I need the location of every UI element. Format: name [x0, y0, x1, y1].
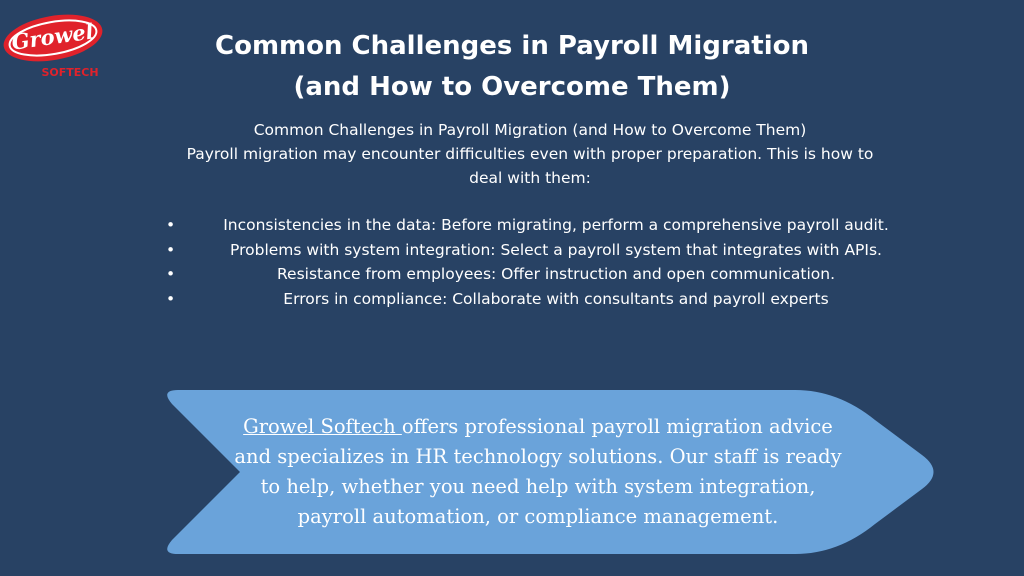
- list-item-text: Problems with system integration: Select a payroll system that integrates with APIs.: [230, 240, 882, 259]
- list-item-text: Inconsistencies in the data: Before migrating, perform a comprehensive payroll audit.: [223, 216, 889, 234]
- bullet-icon: •: [166, 265, 176, 283]
- logo-sub-text: SOFTECH: [41, 66, 99, 79]
- title-line-1: Common Challenges in Payroll Migration: [215, 31, 809, 61]
- bullet-icon: •: [166, 216, 176, 234]
- callout-body: offers professional payroll migration advice and specializes in HR technology solutions. Our staff is ready to help, whether you need help with system integration, payroll automation, or compliance management.: [234, 415, 842, 528]
- list-item-text: Resistance from employees: Offer instruction and open communication.: [276, 265, 835, 283]
- intro-line-2: Payroll migration may encounter difficulties even with proper preparation. This is how to: [186, 145, 874, 163]
- callout-text: [228, 412, 848, 532]
- intro-line-3: deal with them:: [469, 169, 591, 187]
- list-item-text: Errors in compliance: Collaborate with consultants and payroll experts: [283, 289, 829, 308]
- growel-softech-link[interactable]: Growel Softech: [243, 415, 402, 438]
- intro-line-1: Common Challenges in Payroll Migration (and How to Overcome Them): [253, 121, 807, 139]
- logo-brand-text: Growel: [9, 18, 96, 55]
- bullet-icon: •: [166, 240, 176, 259]
- bullet-icon: •: [166, 289, 176, 308]
- title-line-2: (and How to Overcome Them): [293, 72, 731, 102]
